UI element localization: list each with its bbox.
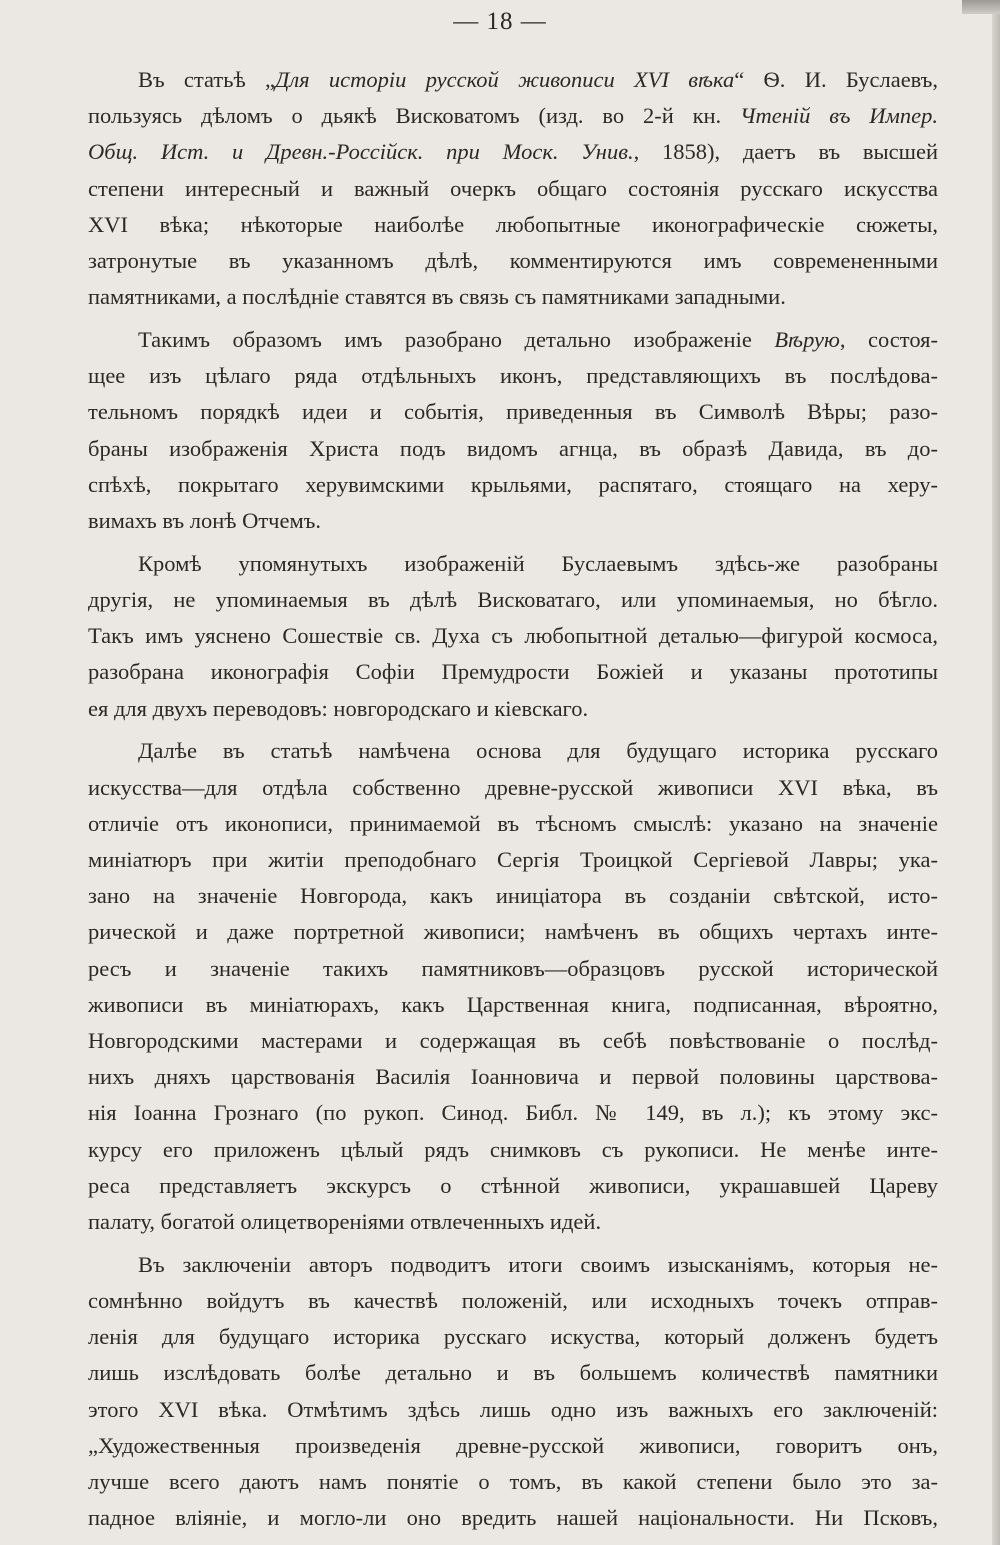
text-line	[88, 1319, 938, 1355]
text-line	[88, 1283, 938, 1319]
text-line	[88, 770, 938, 806]
text-run: Новгородскими мастерами и содержащая въ себѣ повѣствованіе о послѣд-	[88, 1028, 938, 1054]
paragraph	[88, 733, 938, 1240]
text-line	[88, 467, 938, 503]
text-line	[88, 987, 938, 1023]
text-run: Такимъ образомъ имъ разобрано детально изображеніе	[138, 327, 775, 353]
text-line	[88, 1059, 938, 1095]
italic-run: Вѣрую	[774, 327, 840, 353]
text-run: пользуясь дѣломъ о дьякѣ Висковатомъ (изд. во 2-й кн.	[88, 103, 741, 129]
text-run: „Художественныя произведенія древне-русской живописи, говоритъ онъ,	[88, 1432, 938, 1458]
text-run: щее изъ цѣлаго ряда отдѣльныхъ иконъ, представляющихъ въ послѣдова-	[88, 363, 938, 389]
text-line	[88, 951, 938, 987]
text-line	[88, 1023, 938, 1059]
text-line	[88, 62, 938, 98]
text-run: Въ статьѣ „	[138, 67, 276, 92]
text-line	[88, 98, 938, 134]
text-run: Далѣе въ статьѣ намѣчена основа для будущаго историка русскаго	[138, 738, 938, 764]
text-run: лишь изслѣдовать болѣе детально и въ большемъ количествѣ памятники	[88, 1360, 938, 1386]
text-line	[88, 618, 938, 654]
text-line	[88, 1392, 938, 1428]
text-run: разобрана иконографія Софіи Премудрости Божіей и указаны прототипы	[88, 659, 938, 685]
text-run: спѣхѣ, покрытаго херувимскими крыльями, распятаго, стоящаго на херу-	[88, 471, 938, 497]
text-line	[88, 654, 938, 690]
text-line	[88, 322, 938, 358]
text-line	[88, 279, 938, 315]
text-run: сомнѣнно войдутъ въ качествѣ положеній, или исходныхъ точекъ отправ-	[88, 1288, 938, 1314]
paragraph	[88, 62, 938, 315]
text-line	[88, 691, 938, 727]
text-line	[88, 207, 938, 243]
text-run: живописи въ миніатюрахъ, какъ Царственная книга, подписанная, вѣроятно,	[88, 991, 938, 1017]
text-run: памятниками, а послѣдніе ставятся въ связь съ памятниками западными.	[88, 284, 786, 310]
paragraph	[88, 322, 938, 539]
text-run: степени интересный и важный очеркъ общаго состоянія русскаго искусства	[88, 175, 938, 201]
text-line	[88, 1247, 938, 1283]
text-run: этого XVI вѣка. Отмѣтимъ здѣсь лишь одно изъ важныхъ его заключеній:	[88, 1396, 938, 1422]
text-line	[88, 546, 938, 582]
text-run: миніатюръ при житіи преподобнаго Сергія Троицкой Сергіевой Лавры; ука-	[88, 847, 938, 873]
text-line	[88, 358, 938, 394]
italic-run: Общ. Ист. и Древн.-Россійск. при Моск. Унив.	[88, 139, 634, 165]
text-line	[88, 243, 938, 279]
text-line	[88, 806, 938, 842]
text-line	[88, 1500, 938, 1536]
text-run: тельномъ порядкѣ идеи и событія, приведенныя въ Символѣ Вѣры; разо-	[88, 399, 938, 425]
text-line	[88, 1095, 938, 1131]
text-line	[88, 878, 938, 914]
text-run: XVI вѣка; нѣкоторые наиболѣе любопытные иконографическіе сюжеты,	[88, 211, 938, 237]
text-run: Кромѣ упомянутыхъ изображеній Буслаевымъ здѣсь-же разобраны	[138, 550, 938, 576]
text-run: лучше всего даютъ намъ понятіе о томъ, въ какой степени было это за-	[88, 1469, 938, 1495]
text-run: рической и даже портретной живописи; намѣченъ въ общихъ чертахъ инте-	[88, 919, 938, 945]
text-run: Такъ имъ уяснено Сошествіе св. Духа съ любопытной деталью—фигурой космоса,	[88, 623, 938, 649]
text-line	[88, 582, 938, 618]
text-run: Въ заключеніи авторъ подводитъ итоги своимъ изысканіямъ, которыя не-	[138, 1251, 938, 1277]
text-run: другія, не упоминаемыя въ дѣлѣ Висковатаго, или упоминаемыя, но бѣгло.	[88, 587, 938, 613]
body-text	[88, 62, 938, 1543]
page-edge	[992, 0, 1000, 1545]
text-line	[88, 394, 938, 430]
text-run: “ Ѳ. И. Буслаевъ,	[734, 67, 939, 92]
text-run: ленія для будущаго историка русскаго искуства, который долженъ будетъ	[88, 1324, 938, 1350]
italic-run: Для исторіи русской живописи XVI вѣка	[275, 67, 735, 92]
text-run: , 1858), даетъ въ высшей	[633, 139, 938, 165]
text-run: нія Іоанна Грознаго (по рукоп. Синод. Библ. № 149, въ л.); къ этому экс-	[88, 1100, 938, 1126]
paragraph	[88, 1247, 938, 1537]
text-run: , состоя-	[839, 327, 938, 353]
text-run: затронутые въ указанномъ дѣлѣ, комментируются имъ современенными	[88, 248, 938, 274]
text-run: отличіе отъ иконописи, принимаемой въ тѣсномъ смыслѣ: указано на значеніе	[88, 810, 938, 836]
text-run: курсу его приложенъ цѣлый рядъ снимковъ съ рукописи. Не менѣе инте-	[88, 1136, 938, 1162]
italic-run: Чтеній въ Импер.	[740, 103, 938, 129]
text-line	[88, 914, 938, 950]
text-line	[88, 1464, 938, 1500]
text-run: реса представляетъ экскурсъ о стѣнной живописи, украшавшей Цареву	[88, 1172, 938, 1198]
paragraph	[88, 546, 938, 727]
text-line	[88, 1204, 938, 1240]
text-run: зано на значеніе Новгорода, какъ иниціатора въ созданіи свѣтской, исто-	[88, 883, 938, 909]
text-line	[88, 134, 938, 170]
text-run: вимахъ въ лонѣ Отчемъ.	[88, 508, 321, 534]
text-line	[88, 733, 938, 769]
text-line	[88, 431, 938, 467]
text-line	[88, 1355, 938, 1391]
text-line	[88, 842, 938, 878]
text-line	[88, 1428, 938, 1464]
text-line	[88, 1168, 938, 1204]
text-run: браны изображенія Христа подъ видомъ агнца, въ образѣ Давида, въ до-	[88, 435, 938, 461]
text-line	[88, 171, 938, 207]
text-run: палату, богатой олицетвореніями отвлеченныхъ идей.	[88, 1209, 602, 1235]
text-line	[88, 503, 938, 539]
text-run: ресъ и значеніе такихъ памятниковъ—образцовъ русской исторической	[88, 955, 938, 981]
text-line	[88, 1132, 938, 1168]
page-number: — 18 —	[453, 8, 547, 35]
text-run: ея для двухъ переводовъ: новгородскаго и кіевскаго.	[88, 695, 589, 721]
text-run: нихъ дняхъ царствованія Василія Іоанновича и первой половины царствова-	[88, 1064, 938, 1090]
text-run: падное вліяніе, и могло-ли оно вредить нашей національности. Ни Псковъ,	[88, 1505, 938, 1531]
text-run: искусства—для отдѣла собственно древне-русской живописи XVI вѣка, въ	[88, 774, 938, 800]
